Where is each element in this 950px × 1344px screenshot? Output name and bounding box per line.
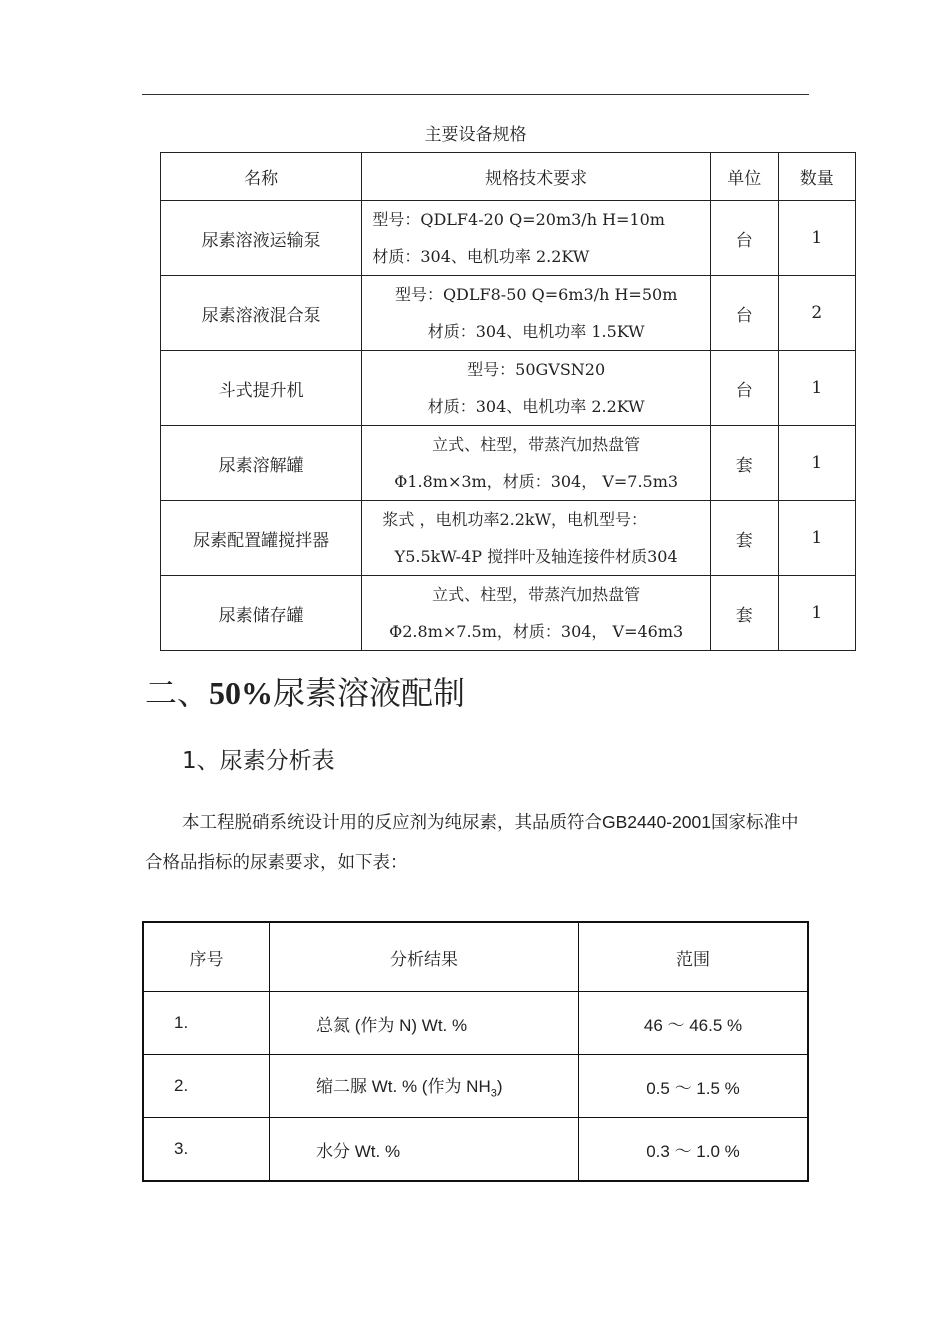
equipment-unit: 台 xyxy=(710,276,778,351)
spec-line: 型号：50GVSN20 xyxy=(467,360,606,379)
spec-line: 材质：304、电机功率 1.5KW xyxy=(427,322,645,341)
header-result: 分析结果 xyxy=(270,922,579,992)
item-text: 缩二脲 Wt. % (作为 NH xyxy=(316,1077,491,1097)
row-item: 水分 Wt. % xyxy=(270,1118,579,1182)
equipment-qty: 2 xyxy=(778,276,856,351)
table-row xyxy=(161,351,856,426)
spec-line: 浆式 ，电机功率2.2kW，电机型号： xyxy=(382,510,648,529)
urea-analysis-table xyxy=(142,921,809,1182)
standard-code: GB2440-2001 xyxy=(602,812,711,832)
table-header-row xyxy=(161,153,856,201)
equipment-unit: 套 xyxy=(710,426,778,501)
spec-line: 材质：304、电机功率 2.2KW xyxy=(427,397,645,416)
equipment-spec xyxy=(362,576,711,651)
equipment-qty: 1 xyxy=(778,501,856,576)
spec-line: 立式、柱型，带蒸汽加热盘管 xyxy=(432,435,641,454)
table-row xyxy=(161,201,856,276)
row-range: 0.3 ～ 1.0 % xyxy=(579,1118,809,1182)
row-no: 1. xyxy=(143,992,270,1055)
spec-line: Y5.5kW-4P 搅拌叶及轴连接件材质304 xyxy=(394,547,678,566)
spec-line: 材质：304、电机功率 2.2KW xyxy=(372,247,590,266)
row-no: 2. xyxy=(143,1055,270,1118)
row-item: 总氮 (作为 N) Wt. % xyxy=(270,992,579,1055)
table-header-row xyxy=(143,922,808,992)
equipment-name: 尿素储存罐 xyxy=(161,576,362,651)
row-range: 46 ～ 46.5 % xyxy=(579,992,809,1055)
equipment-qty: 1 xyxy=(778,201,856,276)
section-heading xyxy=(145,668,465,714)
section-percent: 50% xyxy=(209,675,274,711)
table-row xyxy=(143,1055,808,1118)
spec-line: 立式、柱型，带蒸汽加热盘管 xyxy=(432,585,641,604)
paragraph-text: 国家标准中合格品指标的尿素要求，如下表： xyxy=(145,813,799,873)
equipment-unit: 套 xyxy=(710,501,778,576)
header-unit: 单位 xyxy=(710,153,778,201)
table-row xyxy=(143,1118,808,1182)
equipment-spec xyxy=(362,201,711,276)
table-row xyxy=(161,426,856,501)
equipment-name: 尿素配置罐搅拌器 xyxy=(161,501,362,576)
header-name: 名称 xyxy=(161,153,362,201)
spec-line: Φ1.8m×3m，材质：304， V=7.5m3 xyxy=(394,472,679,491)
table-row xyxy=(161,276,856,351)
table-row xyxy=(143,992,808,1055)
header-range: 范围 xyxy=(579,922,809,992)
equipment-qty: 1 xyxy=(778,351,856,426)
table-row xyxy=(161,576,856,651)
equipment-unit: 台 xyxy=(710,351,778,426)
equipment-unit: 套 xyxy=(710,576,778,651)
equipment-qty: 1 xyxy=(778,426,856,501)
header-qty: 数量 xyxy=(778,153,856,201)
row-range: 0.5 ～ 1.5 % xyxy=(579,1055,809,1118)
equipment-spec xyxy=(362,501,711,576)
paragraph-text: 本工程脱硝系统设计用的反应剂为纯尿素，其品质符合 xyxy=(182,813,602,833)
equipment-qty: 1 xyxy=(778,576,856,651)
equipment-name: 尿素溶液混合泵 xyxy=(161,276,362,351)
section-title: 尿素溶液配制 xyxy=(273,674,466,712)
spec-line: Φ2.8m×7.5m，材质：304， V=46m3 xyxy=(389,622,684,641)
spec-line: 型号：QDLF4-20 Q=20m3/h H=10m xyxy=(372,210,665,229)
equipment-spec xyxy=(362,276,711,351)
header-no: 序号 xyxy=(143,922,270,992)
header-rule xyxy=(142,94,809,95)
equipment-spec xyxy=(362,351,711,426)
row-item xyxy=(270,1055,579,1118)
section-number: 二、 xyxy=(145,674,210,712)
body-paragraph xyxy=(145,802,810,883)
table-caption: 主要设备规格 xyxy=(424,125,527,145)
equipment-name: 尿素溶液运输泵 xyxy=(161,201,362,276)
item-tail: ) xyxy=(496,1077,503,1097)
spec-line: 型号：QDLF8-50 Q=6m3/h H=50m xyxy=(394,285,678,304)
table-row xyxy=(161,501,856,576)
equipment-name: 尿素溶解罐 xyxy=(161,426,362,501)
subsection-heading: 1、尿素分析表 xyxy=(182,748,335,774)
header-spec: 规格技术要求 xyxy=(362,153,711,201)
equipment-spec xyxy=(362,426,711,501)
equipment-name: 斗式提升机 xyxy=(161,351,362,426)
equipment-unit: 台 xyxy=(710,201,778,276)
equipment-spec-table xyxy=(160,152,856,651)
row-no: 3. xyxy=(143,1118,270,1182)
subscript: 3 xyxy=(490,1087,497,1100)
